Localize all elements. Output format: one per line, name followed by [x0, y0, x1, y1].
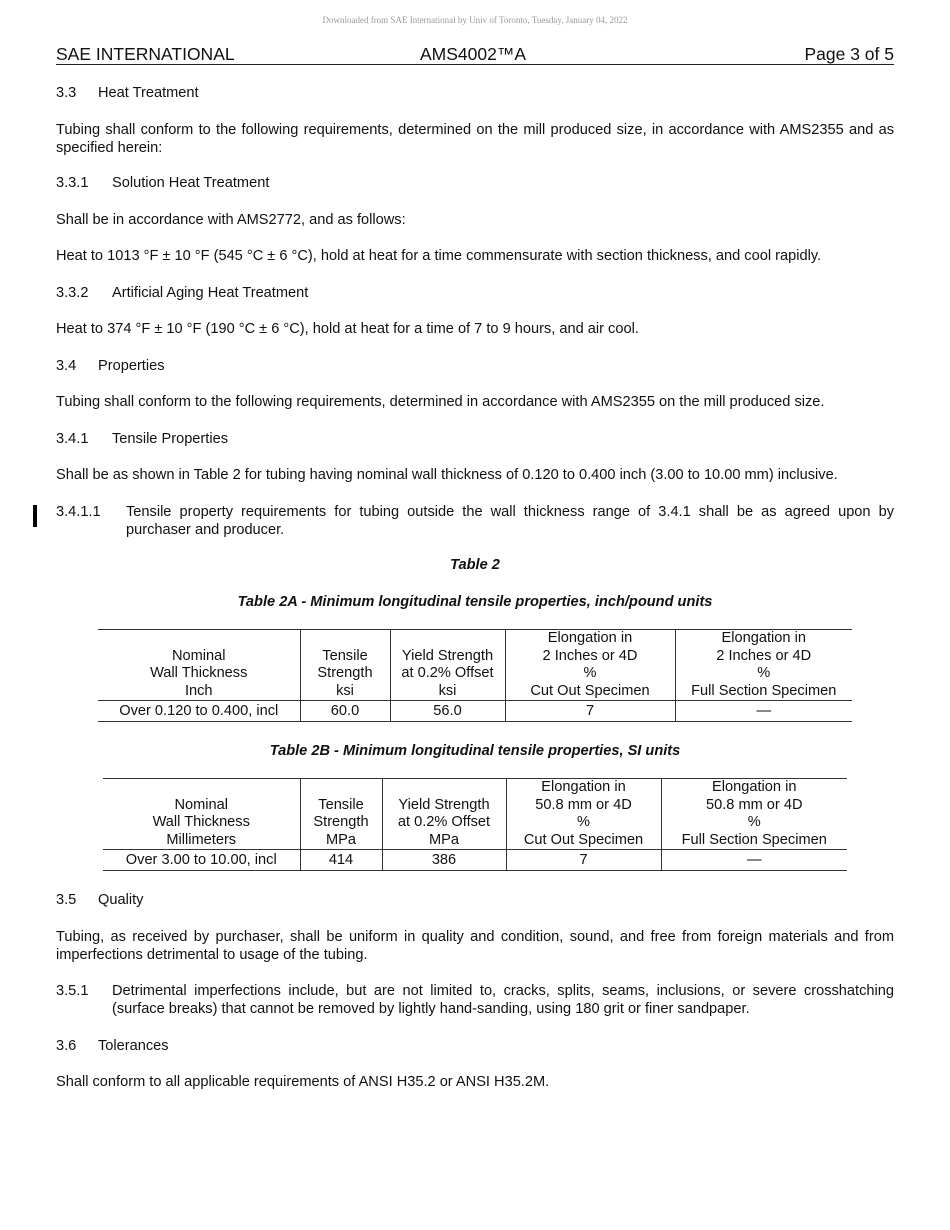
- table-2a-header-tensile: Tensile Strength ksi: [300, 630, 390, 701]
- table-2a-header-nominal: Nominal Wall Thickness Inch: [98, 630, 300, 701]
- section-3-4-1-heading: [56, 430, 894, 448]
- table-2a-header-elong-fullsection: Elongation in 2 Inches or 4D % Full Section Specimen: [675, 630, 852, 701]
- download-watermark: Downloaded from SAE International by Univ of Toronto, Tuesday, January 04, 2022: [322, 15, 628, 25]
- section-title: Quality: [98, 892, 144, 908]
- section-number: 3.3: [56, 85, 77, 101]
- section-3-3-1-heading: [56, 174, 894, 192]
- table-cell: Over 0.120 to 0.400, incl: [98, 701, 300, 722]
- table-2b-caption: Table 2B - Minimum longitudinal tensile properties, SI units: [269, 743, 681, 759]
- table-cell: 386: [382, 850, 506, 871]
- table-cell: —: [675, 701, 852, 722]
- paragraph-3-4-1: Shall be as shown in Table 2 for tubing having nominal wall thickness of 0.120 to 0.400 inch (3.00 to 10.00 mm) inclusive.: [56, 467, 838, 483]
- paragraph-3-4: Tubing shall conform to the following requirements, determined in accordance with AMS2355 on the mill produced size.: [56, 394, 825, 410]
- table-2a: [98, 629, 852, 722]
- table-2a-caption: Table 2A - Minimum longitudinal tensile properties, inch/pound units: [237, 594, 713, 610]
- table-cell: 7: [506, 850, 661, 871]
- table-cell: 60.0: [300, 701, 390, 722]
- table-cell: Over 3.00 to 10.00, incl: [103, 850, 300, 871]
- revision-change-bar: [33, 505, 37, 527]
- section-3-4-1-1-text: Tensile property requirements for tubing outside the wall thickness range of 3.4.1 shall be as agreed upon by purchaser and producer.: [126, 504, 894, 538]
- header-page-number: Page 3 of 5: [804, 44, 894, 64]
- header-doc-id: AMS4002™A: [420, 44, 527, 64]
- table-cell: 7: [505, 701, 675, 722]
- table-2b-header-elong-cutout: Elongation in 50.8 mm or 4D % Cut Out Specimen: [506, 779, 661, 850]
- header-org: SAE INTERNATIONAL: [56, 44, 235, 64]
- section-title: Tolerances: [98, 1038, 169, 1054]
- header-rule: [56, 64, 894, 65]
- paragraph-3-3: Tubing shall conform to the following requirements, determined on the mill produced size, in accordance with AMS2355 and as specified herein:: [56, 122, 894, 156]
- section-number: 3.4.1: [56, 431, 89, 447]
- paragraph-3-3-1-a: Shall be in accordance with AMS2772, and as follows:: [56, 212, 406, 228]
- section-title: Tensile Properties: [112, 431, 228, 447]
- table-2a-header-elong-cutout: Elongation in 2 Inches or 4D % Cut Out Specimen: [505, 630, 675, 701]
- section-3-3-2-heading: [56, 284, 894, 302]
- section-number: 3.3.2: [56, 285, 89, 301]
- section-3-6-heading: [56, 1037, 894, 1055]
- section-title: Solution Heat Treatment: [112, 175, 270, 191]
- section-title: Artificial Aging Heat Treatment: [112, 285, 309, 301]
- section-number: 3.4: [56, 358, 77, 374]
- table-2b-header-tensile: Tensile Strength MPa: [300, 779, 382, 850]
- section-3-4-1-1-number: 3.4.1.1: [56, 504, 101, 520]
- section-3-5-1-text: Detrimental imperfections include, but are not limited to, cracks, splits, seams, inclusions, or severe crosshatching (surface breaks) that cannot be removed by lightly hand-sanding, using 180 grit or finer sandpaper.: [112, 983, 894, 1017]
- table-row: [98, 701, 852, 722]
- section-number: 3.6: [56, 1038, 77, 1054]
- paragraph-3-3-2: Heat to 374 °F ± 10 °F (190 °C ± 6 °C), hold at heat for a time of 7 to 9 hours, and air cool.: [56, 321, 639, 337]
- paragraph-3-5: Tubing, as received by purchaser, shall be uniform in quality and condition, sound, and free from foreign materials and from imperfections detrimental to usage of the tubing.: [56, 929, 894, 963]
- section-3-4-heading: [56, 357, 894, 375]
- table-cell: —: [661, 850, 847, 871]
- table-row: [103, 850, 847, 871]
- section-title: Heat Treatment: [98, 85, 199, 101]
- paragraph-3-6: Shall conform to all applicable requirements of ANSI H35.2 or ANSI H35.2M.: [56, 1074, 550, 1090]
- section-3-5-1-number: 3.5.1: [56, 983, 89, 999]
- table-2b: [103, 778, 847, 871]
- table-2b-header-yield: Yield Strength at 0.2% Offset MPa: [382, 779, 506, 850]
- table-2b-header-nominal: Nominal Wall Thickness Millimeters: [103, 779, 300, 850]
- section-3-3-heading: [56, 84, 894, 102]
- section-title: Properties: [98, 358, 165, 374]
- paragraph-3-3-1-b: Heat to 1013 °F ± 10 °F (545 °C ± 6 °C), hold at heat for a time commensurate with section thickness, and cool rapidly.: [56, 248, 822, 264]
- table-2a-header-yield: Yield Strength at 0.2% Offset ksi: [390, 630, 505, 701]
- table-cell: 56.0: [390, 701, 505, 722]
- section-3-5-heading: [56, 891, 894, 909]
- table-2b-header-elong-fullsection: Elongation in 50.8 mm or 4D % Full Section Specimen: [661, 779, 847, 850]
- table-2-title: Table 2: [450, 557, 500, 573]
- table-cell: 414: [300, 850, 382, 871]
- section-number: 3.5: [56, 892, 77, 908]
- section-number: 3.3.1: [56, 175, 89, 191]
